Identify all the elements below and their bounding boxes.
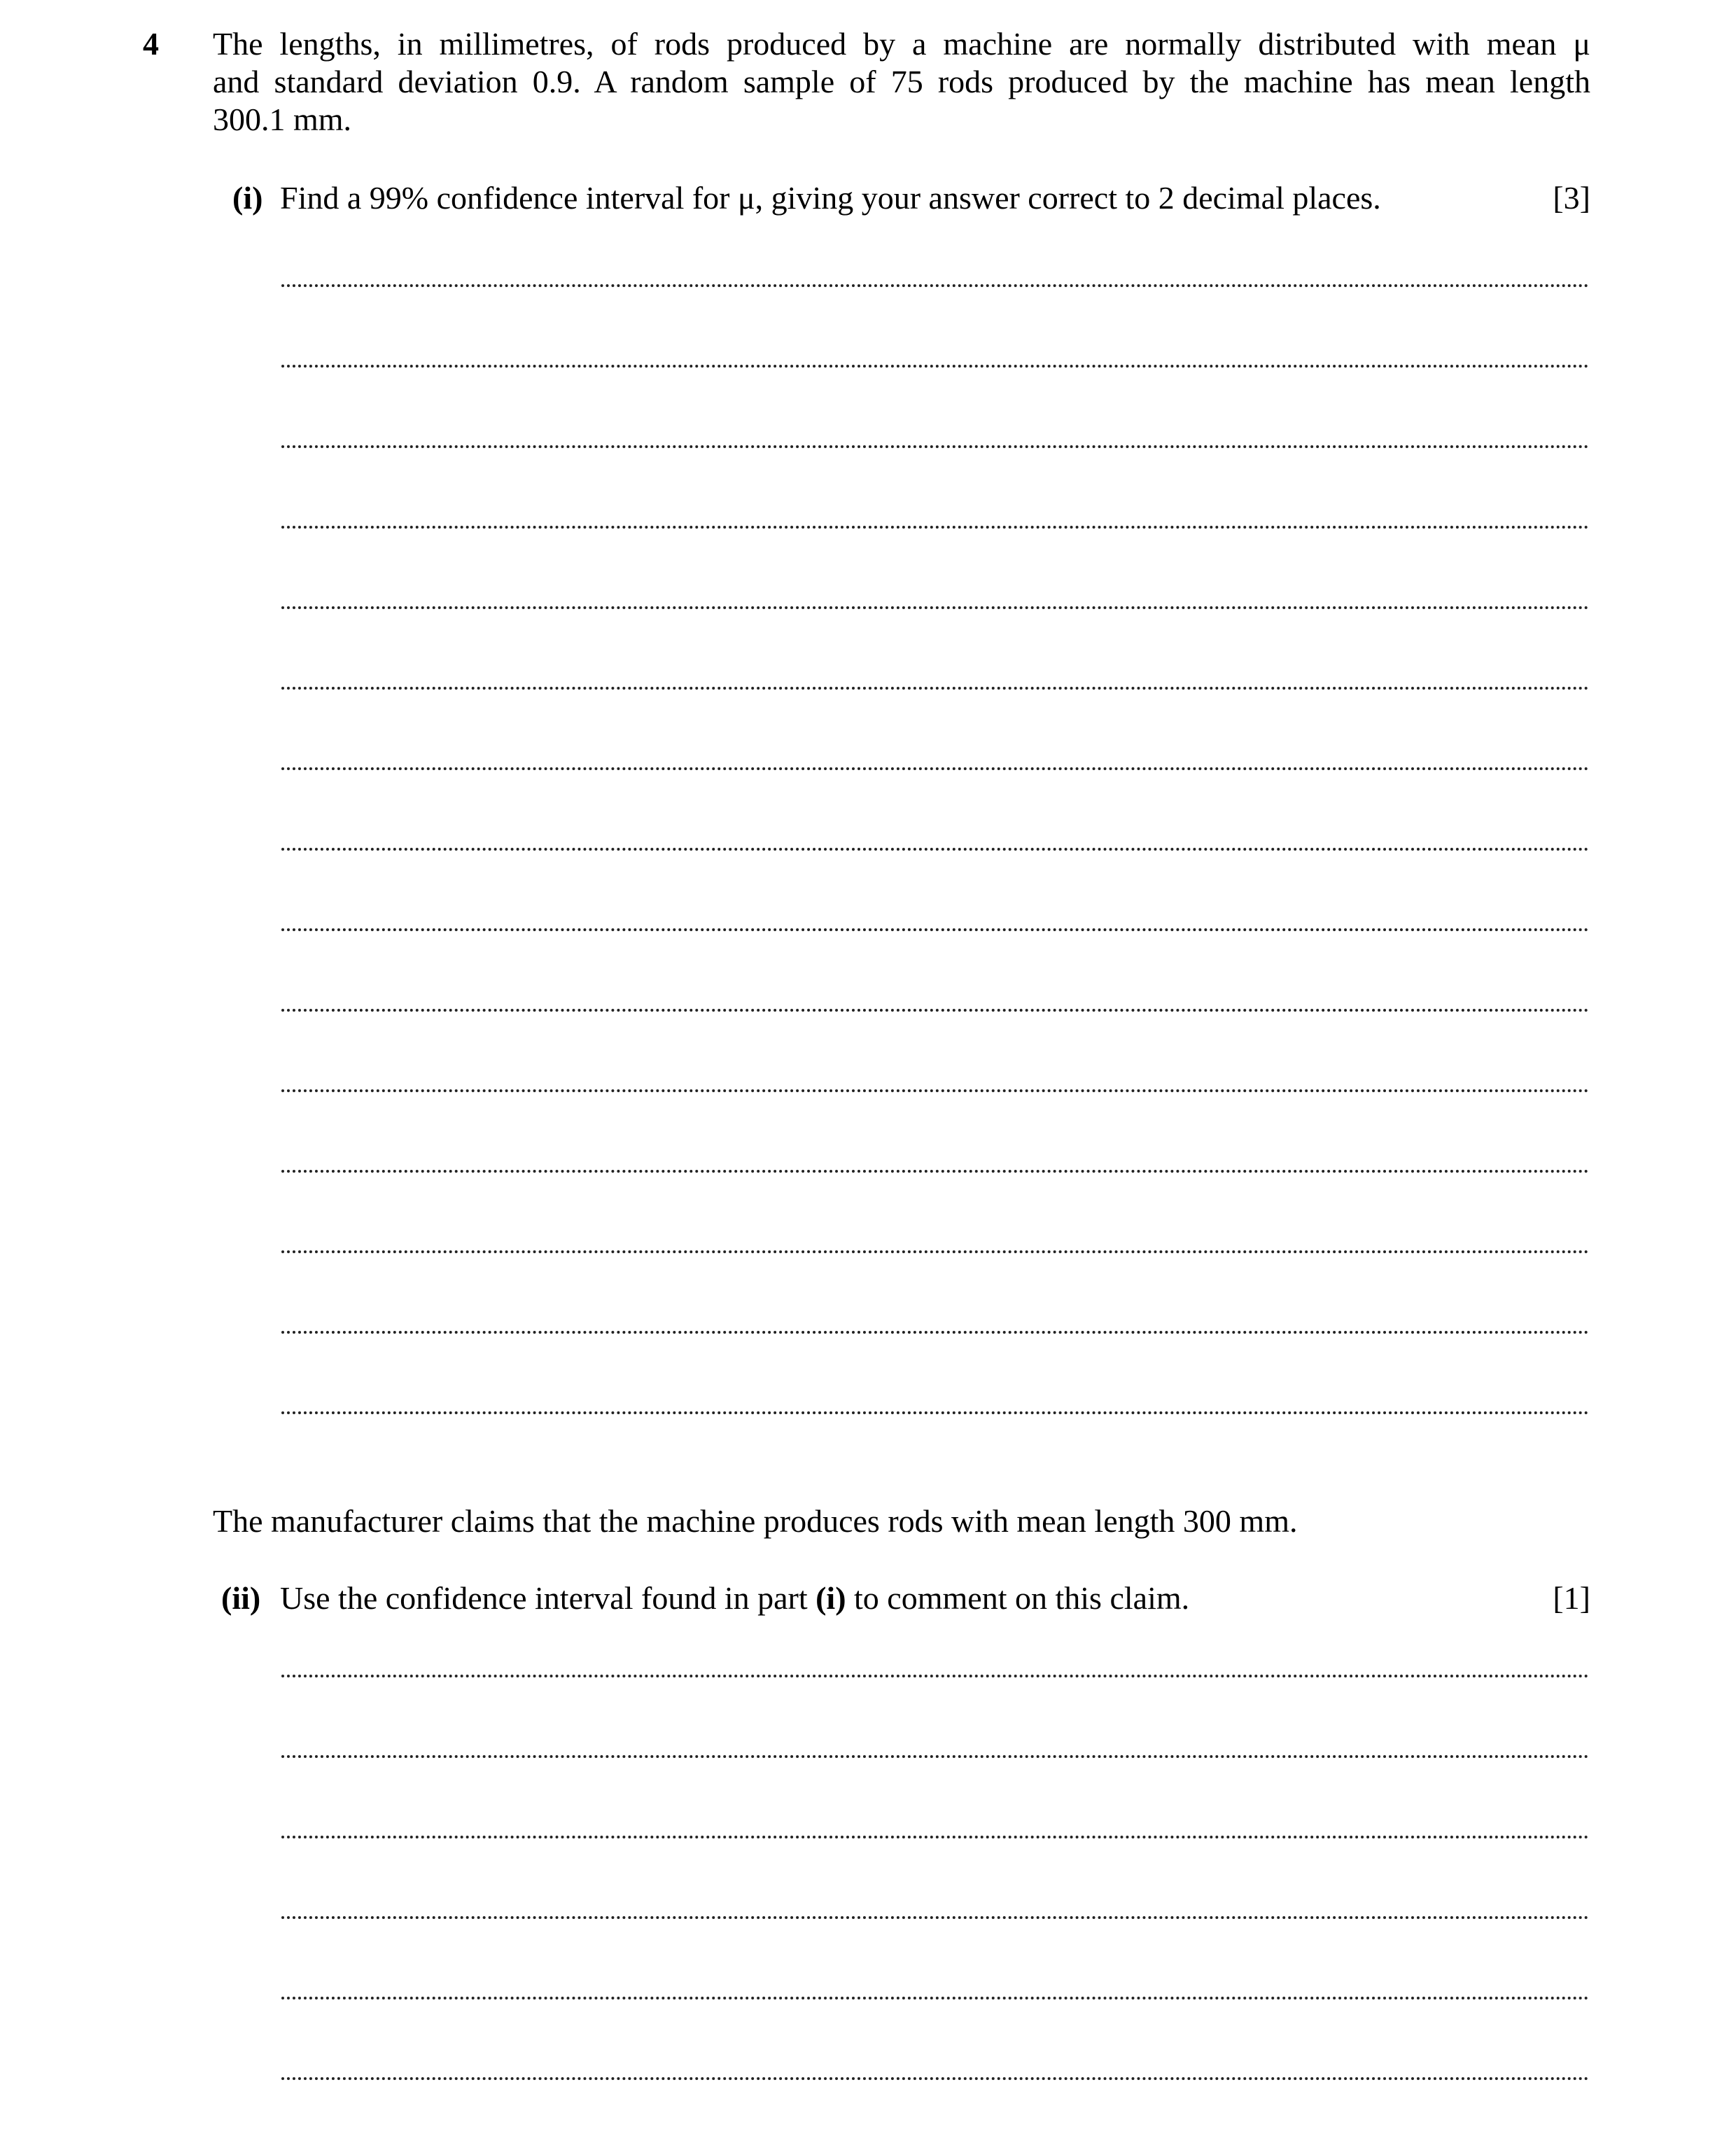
part-i-answer-line[interactable] [281, 365, 1589, 368]
part-i-answer-line[interactable] [281, 687, 1589, 690]
part-ii-answer-line[interactable] [281, 1755, 1589, 1758]
part-i-answer-line[interactable] [281, 1411, 1589, 1414]
part-i-marks: [3] [1553, 180, 1590, 216]
part-i-answer-line[interactable] [281, 767, 1589, 770]
stem-line-3: 300.1 mm. [213, 102, 352, 137]
part-ii-answer-line[interactable] [281, 1916, 1589, 1919]
stem-line-1: The lengths, in millimetres, of rods produced by a machine are normally distributed with mean μ [213, 26, 1590, 62]
part-i-answer-line[interactable] [281, 1250, 1589, 1253]
part-i-answer-line[interactable] [281, 526, 1589, 529]
part-ii-text-ref: (i) [816, 1580, 846, 1616]
question-number: 4 [143, 26, 159, 62]
claim-text: The manufacturer claims that the machine produces rods with mean length 300 mm. [213, 1503, 1298, 1539]
part-ii-text-after: to comment on this claim. [846, 1580, 1190, 1616]
part-ii-answer-line[interactable] [281, 1997, 1589, 1999]
part-i-answer-line[interactable] [281, 928, 1589, 931]
part-i-answer-line[interactable] [281, 848, 1589, 851]
part-ii-answer-line[interactable] [281, 2077, 1589, 2080]
question-stem [213, 25, 1590, 139]
part-i-label: (i) [232, 180, 263, 216]
part-i-answer-line[interactable] [281, 1089, 1589, 1092]
part-ii-text-before: Use the confidence interval found in part [280, 1580, 816, 1616]
part-ii-label: (ii) [221, 1580, 261, 1616]
part-ii-text [280, 1579, 1189, 1617]
part-i-answer-line[interactable] [281, 445, 1589, 448]
part-i-answer-line[interactable] [281, 1170, 1589, 1173]
part-ii-answer-line[interactable] [281, 1675, 1589, 1677]
part-i-answer-line[interactable] [281, 606, 1589, 609]
part-ii-marks: [1] [1553, 1580, 1590, 1616]
part-i-answer-line[interactable] [281, 284, 1589, 287]
part-i-answer-line[interactable] [281, 1009, 1589, 1012]
part-i-answer-line[interactable] [281, 1331, 1589, 1334]
part-ii-answer-line[interactable] [281, 1836, 1589, 1838]
stem-line-2: and standard deviation 0.9. A random sample of 75 rods produced by the machine has mean length [213, 64, 1590, 99]
part-i-text: Find a 99% confidence interval for μ, giving your answer correct to 2 decimal places. [280, 180, 1381, 216]
